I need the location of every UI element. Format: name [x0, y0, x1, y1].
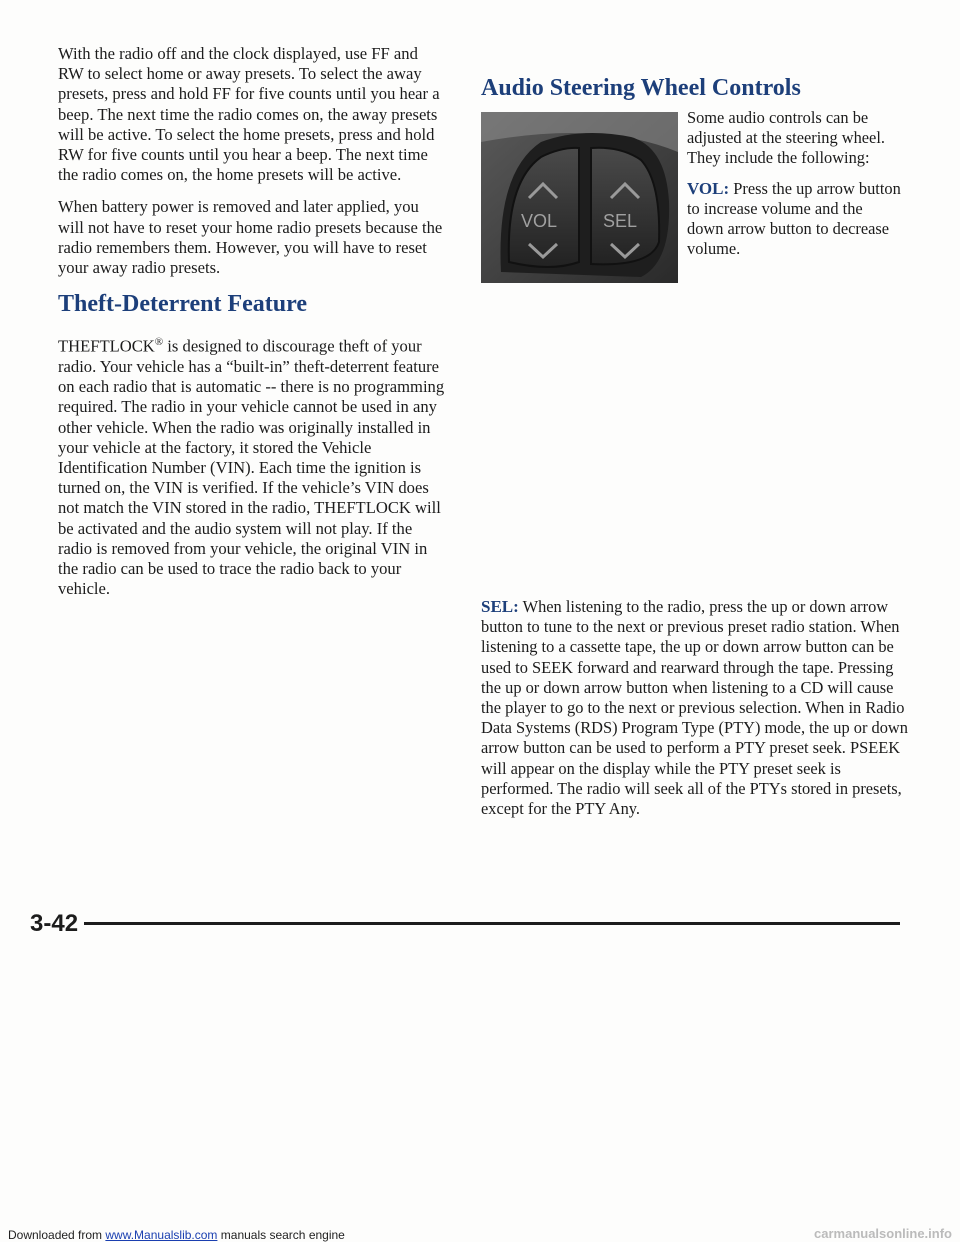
theftlock-brand: THEFTLOCK [58, 336, 155, 356]
theftlock-paragraph [58, 332, 446, 599]
theft-deterrent-heading: Theft-Deterrent Feature [58, 291, 307, 318]
audio-intro: Some audio controls can be adjusted at the steering wheel. They include the following: [687, 108, 885, 168]
sel-text: When listening to the radio, press the up or down arrow button to tune to the next or previous preset radio station. When listening to a cassette tape, the up or down arrow button can be used to SEEK forward and rearward through the tape. Pressing the up or down arrow button when listening to a CD will cause the player to go to the next or previous selection. When in Radio Data Systems (RDS) Program Type (PTY) mode, the up or down arrow button can be used to perform a PTY preset seek. PSEEK will appear on the display while the PTY preset seek is performed. The radio will seek all of the PTYs stored in presets, except for the PTY Any. [481, 597, 908, 819]
sel-term: SEL: [481, 597, 519, 616]
download-footer [8, 1228, 345, 1242]
sel-label: SEL [603, 211, 638, 231]
vol-description [687, 179, 902, 260]
steering-wheel-controls-photo [481, 112, 678, 283]
audio-controls-heading: Audio Steering Wheel Controls [481, 75, 801, 101]
page-number: 3-42 [30, 910, 79, 937]
audio-controls-side-text [687, 108, 902, 269]
sel-description-block [481, 597, 911, 831]
battery-paragraph: When battery power is removed and later applied, you will not have to reset your home radio presets because the radio remembers them. However, you will have to reset your away radio presets. [58, 197, 443, 278]
vol-term: VOL: [687, 178, 730, 198]
footer-rule [84, 922, 900, 925]
left-column [58, 44, 446, 611]
vol-text: Press the up arrow button to increase volume and the down arrow button to decrease volume. [687, 178, 901, 259]
footer-prefix: Downloaded from [8, 1228, 106, 1242]
footer-suffix: manuals search engine [217, 1228, 345, 1242]
sel-description [481, 597, 911, 819]
theftlock-text: is designed to discourage theft of your radio. Your vehicle has a “built-in” theft-deterrent feature on each radio that is automatic -- there is no programming required. The radio in your vehicle cannot be used in any other vehicle. When the radio was originally installed in your vehicle at the factory, it stored the Vehicle Identification Number (VIN). Each time the ignition is turned on, the VIN is verified. If the vehicle’s VIN does not match the VIN stored in the radio, THEFTLOCK will be activated and the audio system will not play. If the radio is removed from your vehicle, the original VIN in the radio can be used to trace the radio back to your vehicle. [58, 336, 445, 599]
vol-label: VOL [521, 211, 558, 231]
watermark: carmanualsonline.info [814, 1226, 952, 1241]
registered-mark: ® [154, 336, 164, 349]
manualslib-link[interactable]: www.Manualslib.com [105, 1228, 218, 1242]
presets-paragraph: With the radio off and the clock displayed, use FF and RW to select home or away presets. To select the away presets, press and hold FF for five counts until you hear a beep. The next time the radio comes on, the away presets will be active. To select the home presets, press and hold RW for five counts until you hear a beep. The next time the radio comes on, the home presets will be active. [58, 44, 440, 185]
controls-illustration [481, 112, 678, 283]
